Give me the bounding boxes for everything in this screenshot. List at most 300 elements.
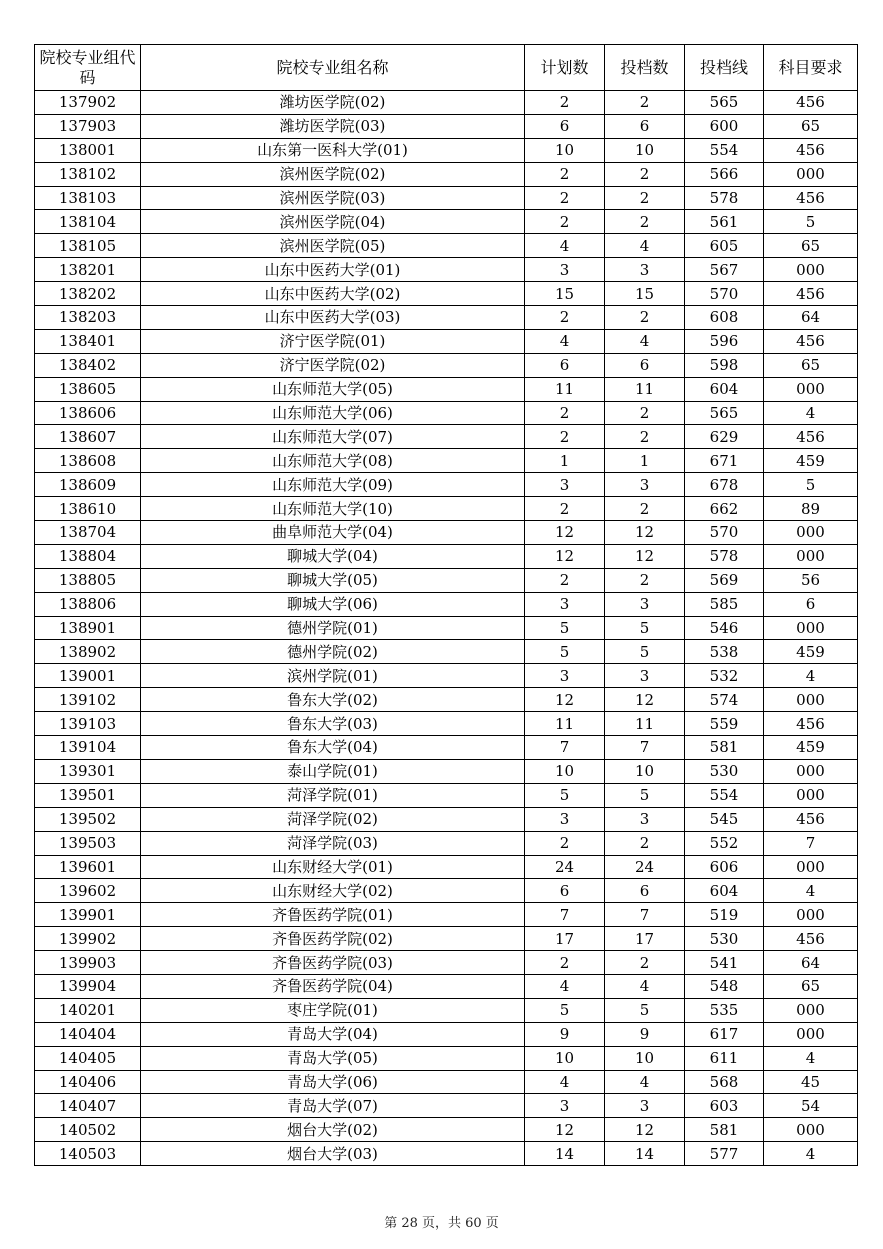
cell-cutoff-score: 532: [685, 664, 764, 688]
cell-group-code: 138402: [35, 353, 141, 377]
cell-admit-count: 24: [605, 855, 685, 879]
cell-plan-count: 2: [525, 210, 605, 234]
cell-subject-requirement: 000: [764, 377, 858, 401]
cell-subject-requirement: 64: [764, 306, 858, 330]
cell-plan-count: 1: [525, 449, 605, 473]
cell-plan-count: 12: [525, 688, 605, 712]
cell-group-code: 139501: [35, 783, 141, 807]
cell-admit-count: 3: [605, 473, 685, 497]
table-row: [35, 1142, 858, 1166]
cell-plan-count: 3: [525, 473, 605, 497]
cell-plan-count: 5: [525, 640, 605, 664]
cell-group-name: 德州学院(01): [141, 616, 525, 640]
cell-admit-count: 4: [605, 329, 685, 353]
header-group-name: 院校专业组名称: [141, 45, 525, 91]
cell-group-code: 138001: [35, 138, 141, 162]
cell-admit-count: 2: [605, 91, 685, 115]
cell-plan-count: 10: [525, 759, 605, 783]
cell-group-code: 138102: [35, 162, 141, 186]
cell-group-name: 山东中医药大学(01): [141, 258, 525, 282]
table-row: [35, 879, 858, 903]
table-row: [35, 306, 858, 330]
cell-admit-count: 6: [605, 353, 685, 377]
cell-admit-count: 4: [605, 974, 685, 998]
cell-subject-requirement: 6: [764, 592, 858, 616]
cell-cutoff-score: 581: [685, 736, 764, 760]
cell-plan-count: 17: [525, 927, 605, 951]
header-cutoff-score: 投档线: [685, 45, 764, 91]
cell-subject-requirement: 65: [764, 353, 858, 377]
cell-group-code: 139902: [35, 927, 141, 951]
table-row: [35, 377, 858, 401]
table-row: [35, 998, 858, 1022]
table-row: [35, 1022, 858, 1046]
cell-group-code: 140405: [35, 1046, 141, 1070]
cell-group-code: 139904: [35, 974, 141, 998]
cell-plan-count: 9: [525, 1022, 605, 1046]
cell-plan-count: 5: [525, 998, 605, 1022]
cell-admit-count: 4: [605, 1070, 685, 1094]
table-row: [35, 664, 858, 688]
table-header: [35, 45, 858, 91]
cell-group-code: 139001: [35, 664, 141, 688]
page-number: 第 28 页，共 60 页: [384, 1216, 499, 1231]
cell-plan-count: 4: [525, 234, 605, 258]
cell-group-name: 青岛大学(06): [141, 1070, 525, 1094]
cell-group-name: 齐鲁医药学院(03): [141, 951, 525, 975]
cell-plan-count: 14: [525, 1142, 605, 1166]
cell-cutoff-score: 600: [685, 114, 764, 138]
cell-group-code: 140407: [35, 1094, 141, 1118]
cell-group-code: 138605: [35, 377, 141, 401]
cell-cutoff-score: 611: [685, 1046, 764, 1070]
cell-group-code: 139503: [35, 831, 141, 855]
cell-admit-count: 14: [605, 1142, 685, 1166]
cell-group-code: 138607: [35, 425, 141, 449]
cell-group-code: 138202: [35, 282, 141, 306]
cell-subject-requirement: 64: [764, 951, 858, 975]
cell-cutoff-score: 617: [685, 1022, 764, 1046]
cell-group-name: 德州学院(02): [141, 640, 525, 664]
cell-group-name: 鲁东大学(03): [141, 712, 525, 736]
cell-subject-requirement: 000: [764, 688, 858, 712]
cell-admit-count: 5: [605, 998, 685, 1022]
cell-subject-requirement: 7: [764, 831, 858, 855]
cell-cutoff-score: 568: [685, 1070, 764, 1094]
table-row: [35, 138, 858, 162]
cell-group-name: 聊城大学(04): [141, 544, 525, 568]
cell-admit-count: 2: [605, 568, 685, 592]
cell-plan-count: 4: [525, 1070, 605, 1094]
cell-plan-count: 5: [525, 616, 605, 640]
cell-group-name: 山东师范大学(09): [141, 473, 525, 497]
cell-group-name: 山东师范大学(06): [141, 401, 525, 425]
header-group-code: 院校专业组代码: [35, 45, 141, 91]
header-subject-requirement: 科目要求: [764, 45, 858, 91]
cell-group-code: 139102: [35, 688, 141, 712]
table-row: [35, 640, 858, 664]
table-row: [35, 521, 858, 545]
cell-cutoff-score: 535: [685, 998, 764, 1022]
table-row: [35, 1070, 858, 1094]
cell-group-code: 140503: [35, 1142, 141, 1166]
table-row: [35, 951, 858, 975]
cell-subject-requirement: 000: [764, 1022, 858, 1046]
table-row: [35, 712, 858, 736]
cell-group-name: 青岛大学(05): [141, 1046, 525, 1070]
cell-cutoff-score: 570: [685, 521, 764, 545]
cell-group-name: 曲阜师范大学(04): [141, 521, 525, 545]
header-plan-count: 计划数: [525, 45, 605, 91]
cell-group-name: 山东中医药大学(02): [141, 282, 525, 306]
table-row: [35, 1118, 858, 1142]
cell-cutoff-score: 545: [685, 807, 764, 831]
table-row: [35, 568, 858, 592]
cell-group-code: 138201: [35, 258, 141, 282]
cell-admit-count: 2: [605, 306, 685, 330]
cell-subject-requirement: 65: [764, 234, 858, 258]
cell-plan-count: 7: [525, 903, 605, 927]
cell-admit-count: 3: [605, 664, 685, 688]
cell-subject-requirement: 5: [764, 210, 858, 234]
cell-subject-requirement: 4: [764, 1142, 858, 1166]
cell-subject-requirement: 459: [764, 640, 858, 664]
cell-subject-requirement: 5: [764, 473, 858, 497]
table-row: [35, 425, 858, 449]
cell-group-name: 滨州医学院(04): [141, 210, 525, 234]
cell-subject-requirement: 456: [764, 807, 858, 831]
cell-group-code: 137902: [35, 91, 141, 115]
cell-admit-count: 5: [605, 616, 685, 640]
cell-group-name: 山东师范大学(10): [141, 497, 525, 521]
cell-admit-count: 4: [605, 234, 685, 258]
cell-admit-count: 2: [605, 425, 685, 449]
cell-cutoff-score: 566: [685, 162, 764, 186]
cell-group-code: 138902: [35, 640, 141, 664]
table-row: [35, 401, 858, 425]
cell-admit-count: 12: [605, 544, 685, 568]
table-row: [35, 162, 858, 186]
cell-group-name: 鲁东大学(04): [141, 736, 525, 760]
cell-plan-count: 2: [525, 91, 605, 115]
cell-subject-requirement: 65: [764, 114, 858, 138]
cell-group-name: 济宁医学院(02): [141, 353, 525, 377]
cell-group-name: 烟台大学(03): [141, 1142, 525, 1166]
table-row: [35, 91, 858, 115]
admission-table: [34, 44, 858, 1166]
cell-group-name: 菏泽学院(01): [141, 783, 525, 807]
table-row: [35, 186, 858, 210]
cell-plan-count: 10: [525, 1046, 605, 1070]
cell-group-code: 139602: [35, 879, 141, 903]
cell-group-name: 聊城大学(05): [141, 568, 525, 592]
cell-group-name: 山东师范大学(07): [141, 425, 525, 449]
table-row: [35, 903, 858, 927]
cell-plan-count: 6: [525, 879, 605, 903]
cell-cutoff-score: 565: [685, 91, 764, 115]
cell-plan-count: 2: [525, 306, 605, 330]
cell-cutoff-score: 567: [685, 258, 764, 282]
cell-subject-requirement: 456: [764, 927, 858, 951]
cell-cutoff-score: 598: [685, 353, 764, 377]
cell-subject-requirement: 000: [764, 544, 858, 568]
cell-group-name: 山东师范大学(05): [141, 377, 525, 401]
cell-group-code: 138103: [35, 186, 141, 210]
cell-subject-requirement: 4: [764, 1046, 858, 1070]
cell-group-name: 菏泽学院(02): [141, 807, 525, 831]
cell-group-name: 山东财经大学(01): [141, 855, 525, 879]
cell-subject-requirement: 54: [764, 1094, 858, 1118]
cell-cutoff-score: 596: [685, 329, 764, 353]
cell-subject-requirement: 56: [764, 568, 858, 592]
table-row: [35, 544, 858, 568]
cell-plan-count: 24: [525, 855, 605, 879]
cell-plan-count: 3: [525, 592, 605, 616]
cell-plan-count: 5: [525, 783, 605, 807]
cell-group-name: 山东中医药大学(03): [141, 306, 525, 330]
cell-plan-count: 6: [525, 353, 605, 377]
table-row: [35, 449, 858, 473]
cell-cutoff-score: 519: [685, 903, 764, 927]
cell-subject-requirement: 45: [764, 1070, 858, 1094]
table-row: [35, 974, 858, 998]
cell-subject-requirement: 000: [764, 616, 858, 640]
cell-cutoff-score: 570: [685, 282, 764, 306]
cell-group-code: 138901: [35, 616, 141, 640]
cell-subject-requirement: 000: [764, 1118, 858, 1142]
cell-admit-count: 2: [605, 401, 685, 425]
cell-group-name: 鲁东大学(02): [141, 688, 525, 712]
cell-cutoff-score: 578: [685, 186, 764, 210]
table-row: [35, 282, 858, 306]
table-row: [35, 329, 858, 353]
cell-cutoff-score: 671: [685, 449, 764, 473]
cell-plan-count: 2: [525, 951, 605, 975]
cell-plan-count: 3: [525, 807, 605, 831]
cell-admit-count: 17: [605, 927, 685, 951]
cell-group-code: 139601: [35, 855, 141, 879]
cell-cutoff-score: 606: [685, 855, 764, 879]
cell-cutoff-score: 569: [685, 568, 764, 592]
cell-cutoff-score: 548: [685, 974, 764, 998]
cell-admit-count: 2: [605, 951, 685, 975]
table-row: [35, 258, 858, 282]
cell-admit-count: 7: [605, 736, 685, 760]
cell-plan-count: 2: [525, 162, 605, 186]
cell-cutoff-score: 559: [685, 712, 764, 736]
cell-group-code: 140404: [35, 1022, 141, 1046]
cell-plan-count: 12: [525, 1118, 605, 1142]
cell-admit-count: 3: [605, 807, 685, 831]
cell-admit-count: 10: [605, 138, 685, 162]
cell-subject-requirement: 4: [764, 879, 858, 903]
cell-cutoff-score: 605: [685, 234, 764, 258]
table-row: [35, 759, 858, 783]
cell-group-code: 138608: [35, 449, 141, 473]
table-row: [35, 592, 858, 616]
cell-group-code: 139502: [35, 807, 141, 831]
cell-group-name: 山东财经大学(02): [141, 879, 525, 903]
cell-group-name: 菏泽学院(03): [141, 831, 525, 855]
table-row: [35, 497, 858, 521]
cell-admit-count: 12: [605, 521, 685, 545]
cell-plan-count: 15: [525, 282, 605, 306]
cell-group-code: 138606: [35, 401, 141, 425]
cell-group-name: 青岛大学(07): [141, 1094, 525, 1118]
cell-admit-count: 2: [605, 210, 685, 234]
cell-cutoff-score: 629: [685, 425, 764, 449]
cell-admit-count: 2: [605, 186, 685, 210]
cell-group-code: 139903: [35, 951, 141, 975]
cell-admit-count: 2: [605, 497, 685, 521]
cell-plan-count: 2: [525, 401, 605, 425]
cell-plan-count: 12: [525, 521, 605, 545]
cell-cutoff-score: 603: [685, 1094, 764, 1118]
cell-cutoff-score: 554: [685, 138, 764, 162]
cell-admit-count: 9: [605, 1022, 685, 1046]
cell-cutoff-score: 554: [685, 783, 764, 807]
cell-group-code: 138610: [35, 497, 141, 521]
cell-plan-count: 6: [525, 114, 605, 138]
cell-group-code: 138203: [35, 306, 141, 330]
cell-group-code: 138806: [35, 592, 141, 616]
cell-subject-requirement: 4: [764, 664, 858, 688]
cell-group-name: 青岛大学(04): [141, 1022, 525, 1046]
cell-cutoff-score: 561: [685, 210, 764, 234]
cell-group-name: 齐鲁医药学院(01): [141, 903, 525, 927]
cell-subject-requirement: 000: [764, 521, 858, 545]
cell-group-name: 滨州医学院(05): [141, 234, 525, 258]
cell-admit-count: 6: [605, 114, 685, 138]
cell-group-name: 滨州医学院(03): [141, 186, 525, 210]
cell-plan-count: 11: [525, 712, 605, 736]
cell-subject-requirement: 456: [764, 425, 858, 449]
cell-plan-count: 7: [525, 736, 605, 760]
cell-admit-count: 2: [605, 831, 685, 855]
table-body: [35, 91, 858, 1166]
cell-admit-count: 15: [605, 282, 685, 306]
table-row: [35, 114, 858, 138]
table-row: [35, 807, 858, 831]
cell-group-name: 济宁医学院(01): [141, 329, 525, 353]
cell-group-code: 138104: [35, 210, 141, 234]
cell-subject-requirement: 4: [764, 401, 858, 425]
cell-plan-count: 4: [525, 974, 605, 998]
table-row: [35, 688, 858, 712]
header-row: [35, 45, 858, 91]
cell-plan-count: 3: [525, 258, 605, 282]
cell-admit-count: 6: [605, 879, 685, 903]
cell-cutoff-score: 578: [685, 544, 764, 568]
cell-group-code: 140406: [35, 1070, 141, 1094]
cell-group-code: 139301: [35, 759, 141, 783]
cell-plan-count: 2: [525, 497, 605, 521]
cell-cutoff-score: 678: [685, 473, 764, 497]
cell-group-name: 山东师范大学(08): [141, 449, 525, 473]
table-row: [35, 927, 858, 951]
cell-group-code: 138401: [35, 329, 141, 353]
cell-plan-count: 3: [525, 664, 605, 688]
cell-group-code: 138609: [35, 473, 141, 497]
cell-admit-count: 10: [605, 759, 685, 783]
cell-plan-count: 12: [525, 544, 605, 568]
cell-admit-count: 12: [605, 688, 685, 712]
cell-cutoff-score: 581: [685, 1118, 764, 1142]
cell-group-name: 齐鲁医药学院(02): [141, 927, 525, 951]
cell-group-name: 烟台大学(02): [141, 1118, 525, 1142]
cell-plan-count: 2: [525, 831, 605, 855]
cell-group-name: 滨州医学院(02): [141, 162, 525, 186]
cell-plan-count: 11: [525, 377, 605, 401]
cell-group-code: 139103: [35, 712, 141, 736]
cell-admit-count: 3: [605, 1094, 685, 1118]
table-row: [35, 234, 858, 258]
table-row: [35, 616, 858, 640]
cell-admit-count: 12: [605, 1118, 685, 1142]
cell-group-name: 枣庄学院(01): [141, 998, 525, 1022]
table-row: [35, 353, 858, 377]
cell-cutoff-score: 541: [685, 951, 764, 975]
cell-cutoff-score: 530: [685, 759, 764, 783]
cell-subject-requirement: 459: [764, 736, 858, 760]
header-admit-count: 投档数: [605, 45, 685, 91]
cell-admit-count: 1: [605, 449, 685, 473]
cell-subject-requirement: 000: [764, 162, 858, 186]
cell-admit-count: 5: [605, 640, 685, 664]
cell-group-name: 潍坊医学院(02): [141, 91, 525, 115]
table-row: [35, 1094, 858, 1118]
cell-subject-requirement: 456: [764, 91, 858, 115]
cell-group-code: 137903: [35, 114, 141, 138]
cell-subject-requirement: 000: [764, 258, 858, 282]
cell-group-code: 138804: [35, 544, 141, 568]
cell-group-code: 139901: [35, 903, 141, 927]
cell-cutoff-score: 546: [685, 616, 764, 640]
cell-cutoff-score: 577: [685, 1142, 764, 1166]
cell-group-name: 山东第一医科大学(01): [141, 138, 525, 162]
cell-cutoff-score: 574: [685, 688, 764, 712]
cell-plan-count: 2: [525, 425, 605, 449]
cell-cutoff-score: 604: [685, 377, 764, 401]
cell-subject-requirement: 456: [764, 712, 858, 736]
cell-group-code: 140502: [35, 1118, 141, 1142]
cell-group-name: 潍坊医学院(03): [141, 114, 525, 138]
cell-plan-count: 4: [525, 329, 605, 353]
cell-cutoff-score: 662: [685, 497, 764, 521]
cell-admit-count: 10: [605, 1046, 685, 1070]
table-row: [35, 473, 858, 497]
cell-subject-requirement: 000: [764, 903, 858, 927]
cell-group-code: 138805: [35, 568, 141, 592]
cell-cutoff-score: 538: [685, 640, 764, 664]
table-row: [35, 855, 858, 879]
cell-group-name: 滨州学院(01): [141, 664, 525, 688]
table-row: [35, 831, 858, 855]
cell-subject-requirement: 000: [764, 759, 858, 783]
cell-group-code: 138105: [35, 234, 141, 258]
cell-cutoff-score: 608: [685, 306, 764, 330]
cell-cutoff-score: 552: [685, 831, 764, 855]
cell-group-name: 聊城大学(06): [141, 592, 525, 616]
cell-cutoff-score: 530: [685, 927, 764, 951]
cell-cutoff-score: 585: [685, 592, 764, 616]
cell-admit-count: 3: [605, 592, 685, 616]
cell-group-code: 140201: [35, 998, 141, 1022]
cell-subject-requirement: 456: [764, 329, 858, 353]
cell-admit-count: 11: [605, 377, 685, 401]
cell-subject-requirement: 000: [764, 783, 858, 807]
cell-plan-count: 2: [525, 568, 605, 592]
